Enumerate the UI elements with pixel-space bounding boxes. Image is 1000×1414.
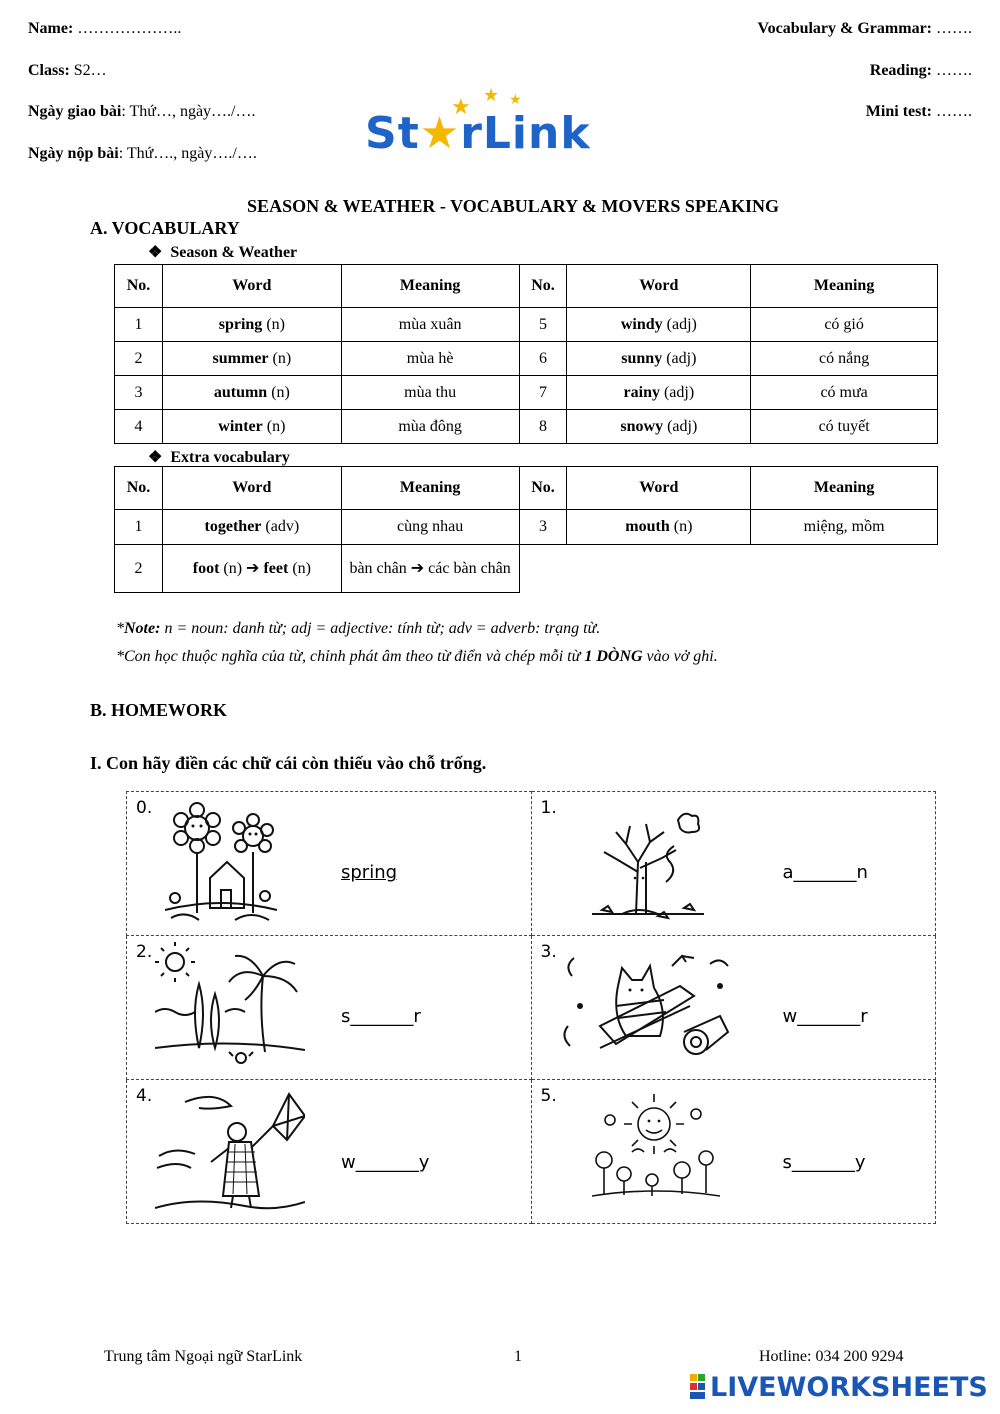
exercise-number: 4.	[136, 1086, 153, 1106]
exercise-cell	[127, 936, 532, 1080]
vocab-grammar-score: Vocabulary & Grammar: …….	[757, 20, 972, 37]
exercise-cell	[531, 792, 936, 936]
page-title: SEASON & WEATHER - VOCABULARY & MOVERS SPEAKING	[247, 196, 779, 216]
liveworksheets-logo-icon	[690, 1374, 706, 1400]
page-number: 1	[514, 1348, 522, 1365]
exercise-number: 5.	[540, 1086, 557, 1106]
table-row: 2 foot (n) ➔ feet (n) bàn chân ➔ các bàn chân	[115, 545, 938, 593]
windy-kite-picture	[155, 1086, 305, 1212]
spring-flowers-picture	[165, 798, 277, 928]
summer-beach-picture	[155, 942, 305, 1068]
sunny-garden-picture	[592, 1090, 720, 1206]
footer-center-name: Trung tâm Ngoại ngữ StarLink	[104, 1348, 303, 1365]
exercise-number: 2.	[136, 942, 153, 962]
subheading-season-weather: ❖ Season & Weather	[148, 244, 298, 261]
answer-blank[interactable]: w_______y	[341, 1152, 430, 1173]
example-answer: spring	[341, 862, 398, 883]
exercise-cell	[127, 1080, 532, 1224]
exercise-cell	[531, 1080, 936, 1224]
submit-date-field: Ngày nộp bài: Thứ…., ngày…./….	[28, 145, 257, 162]
exercise-number: 1.	[540, 798, 557, 818]
exercise-1-instruction: I. Con hãy điền các chữ cái còn thiếu vào chỗ trống.	[90, 753, 487, 773]
logo-star-icon: ★	[451, 94, 471, 119]
table-row: 1 spring (n) mùa xuân 5 windy (adj) có gió	[115, 308, 938, 342]
table-header-row: No. Word Meaning No. Word Meaning	[115, 265, 938, 308]
liveworksheets-watermark: LIVEWORKSHEETS	[690, 1372, 988, 1403]
class-field: Class: S2…	[28, 62, 107, 79]
mini-test-score: Mini test: …….	[865, 103, 972, 120]
exercise-cell	[531, 936, 936, 1080]
footer-hotline: Hotline: 034 200 9294	[759, 1348, 904, 1365]
answer-blank[interactable]: s_______y	[782, 1152, 866, 1173]
logo-star-icon: ★	[509, 93, 522, 108]
season-weather-table	[114, 264, 938, 444]
table-row: 1 together (adv) cùng nhau 3 mouth (n) miệng, mồm	[115, 510, 938, 545]
autumn-tree-picture	[588, 802, 708, 922]
starlink-logo: ★ ★ ★ St★rLink	[365, 85, 591, 159]
table-row: 4 winter (n) mùa đông 8 snowy (adj) có tuyết	[115, 410, 938, 444]
reading-score: Reading: …….	[869, 62, 972, 79]
assign-date-field: Ngày giao bài: Thứ…, ngày…./….	[28, 103, 256, 120]
note-instructions: *Con học thuộc nghĩa của từ, chỉnh phát âm theo từ điển và chép mỗi từ 1 DÒNG vào vở ghi.	[116, 648, 718, 665]
logo-star-icon: ★	[483, 85, 500, 105]
exercise-number: 3.	[540, 942, 557, 962]
exercise-grid	[126, 791, 936, 1224]
answer-blank[interactable]: s_______r	[341, 1006, 421, 1027]
table-row: 2 summer (n) mùa hè 6 sunny (adj) có nắng	[115, 342, 938, 376]
exercise-cell	[127, 792, 532, 936]
subheading-extra-vocabulary: ❖ Extra vocabulary	[148, 449, 290, 466]
extra-vocabulary-table	[114, 466, 938, 593]
section-b-heading: B. HOMEWORK	[90, 700, 228, 720]
table-row: 3 autumn (n) mùa thu 7 rainy (adj) có mưa	[115, 376, 938, 410]
section-a-heading: A. VOCABULARY	[90, 218, 240, 238]
answer-blank[interactable]: a_______n	[782, 862, 868, 883]
table-header-row: No. Word Meaning No. Word Meaning	[115, 467, 938, 510]
note-abbreviations: *Note: n = noun: danh từ; adj = adjective: tính từ; adv = adverb: trạng từ.	[116, 620, 601, 637]
winter-sled-picture	[560, 946, 730, 1066]
exercise-number: 0.	[136, 798, 153, 818]
name-field: Name: ………………..	[28, 20, 182, 37]
answer-blank[interactable]: w_______r	[782, 1006, 868, 1027]
